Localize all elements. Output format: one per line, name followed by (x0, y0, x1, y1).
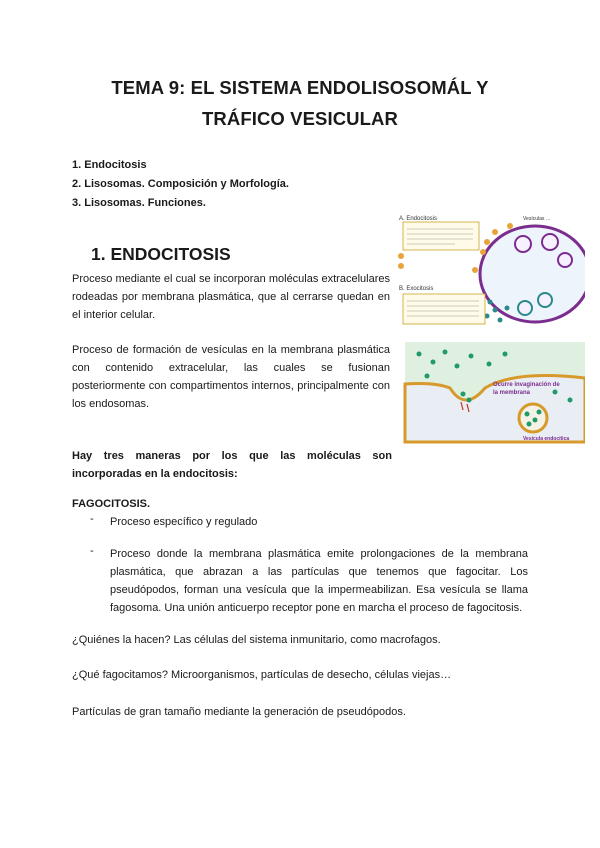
figure-label-invagination-1: Ocurre invaginación de (493, 382, 560, 388)
toc-item: 1. Endocitosis (72, 159, 147, 171)
subsection-heading: FAGOCITOSIS. (72, 498, 151, 510)
endocytosis-figure (395, 212, 585, 444)
figure-label-vesicles: Vesículas … (523, 216, 551, 222)
table-of-contents (72, 156, 289, 213)
membrane-invagination-diagram (405, 342, 585, 442)
bullet-item: Proceso específico y regulado (110, 516, 258, 528)
paragraph-definition: Proceso mediante el cual se incorporan moléculas extracelulares rodeadas por membrana plasmática, que al cerrarse quedan en el interior celular. (72, 273, 390, 321)
paragraph-process: Proceso de formación de vesículas en la membrana plasmática con contenido extracelular, las cuales se fusionan posteriormente con compartimentos internos, principalmente con los endosomas. (72, 344, 390, 410)
bullet-item: Proceso donde la membrana plasmática emite prolongaciones de la membrana plasmática, que abrazan a las partículas que tenemos que fagocitar. Los pseudópodos, forman una vesícula que la impermeabilizan. Esa vesícula se llama fagosoma. Una unión anticuerpo receptor pone en marcha el proceso de fagocitosis. (110, 548, 528, 614)
figure-label-invagination-2: la membrana (493, 390, 531, 396)
figure-label-vesicle: Vesícula endocítica (523, 436, 570, 442)
figure-label-b: B. Exocitosis (399, 286, 434, 292)
page-title-line-1: TEMA 9: EL SISTEMA ENDOLISOSOMÁL Y (111, 77, 489, 98)
toc-item: 2. Lisosomas. Composición y Morfología. (72, 178, 289, 190)
bullet-dash: - (90, 513, 94, 525)
bullet-dash: - (90, 545, 94, 557)
paragraph-intro: Hay tres maneras por los que las moléculas son incorporadas en la endocitosis: (72, 450, 392, 480)
endocytosis-exocytosis-diagram (395, 212, 585, 332)
figure-label-a: A. Endocitosis (399, 216, 438, 222)
toc-item: 3. Lisosomas. Funciones. (72, 197, 206, 209)
note-particles: Partículas de gran tamaño mediante la generación de pseudópodos. (72, 706, 406, 718)
page-title-line-2: TRÁFICO VESICULAR (202, 108, 398, 129)
section-heading: 1. ENDOCITOSIS (91, 244, 231, 264)
question-what: ¿Qué fagocitamos? Microorganismos, partículas de desecho, células viejas… (72, 669, 452, 681)
question-who: ¿Quiénes la hacen? Las células del sistema inmunitario, como macrofagos. (72, 634, 441, 646)
